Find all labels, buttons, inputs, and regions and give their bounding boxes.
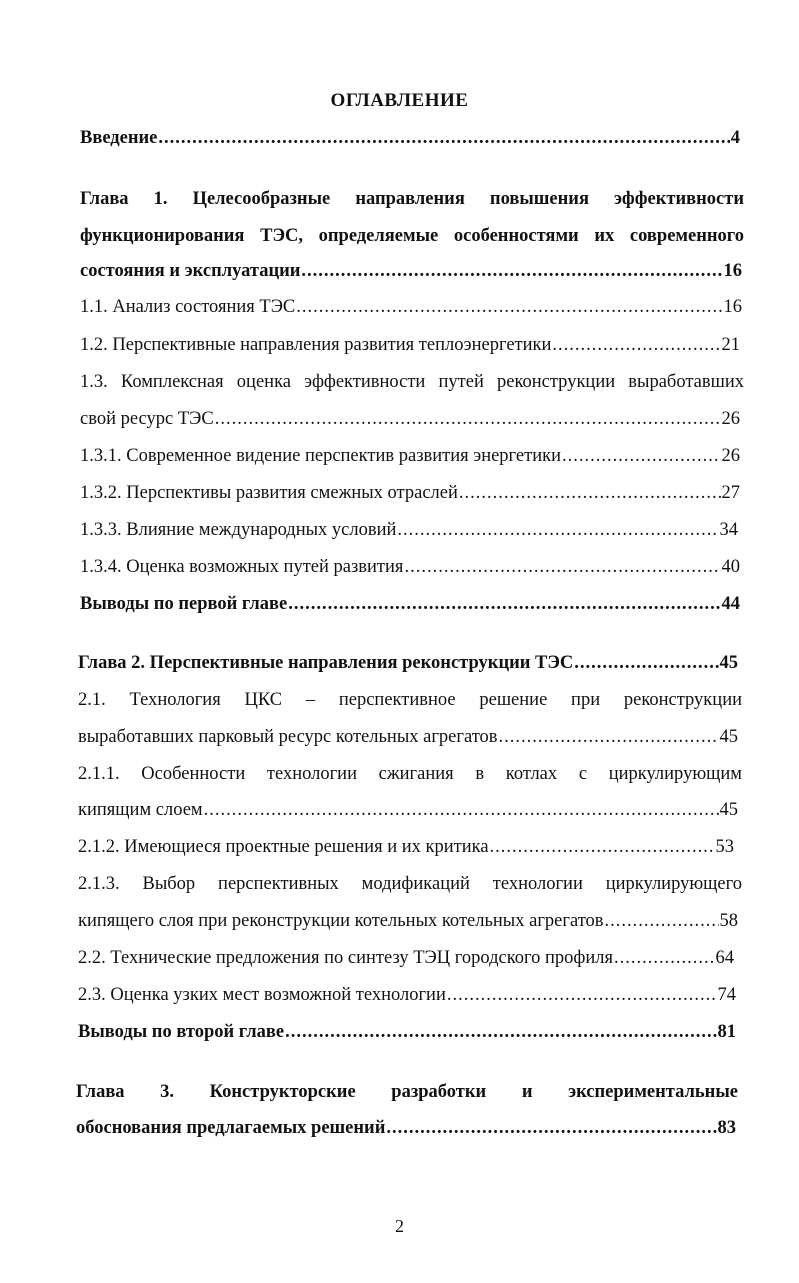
leader-dots [301,259,722,283]
toc-conclusions-2: Выводы по второй главе ..... 81 [78,1020,736,1044]
toc-entry-2-1-3-line1: 2.1.3. Выбор перспективных модификаций технологии циркулирующего [78,874,742,894]
toc-chapter1-line2: функционирования ТЭС, определяемые особенностями их современного [80,226,744,246]
toc-entry-1-3-3: 1.3.3. Влияние международных условий ..... 34 [80,518,738,542]
toc-chapter1-line1: Глава 1. Целесообразные направления повышения эффективности [80,189,744,209]
leader-dots [614,946,714,970]
toc-conclusions-1: Выводы по первой главе ..... 44 [80,592,740,616]
toc-entry-2-1-line1: 2.1. Технология ЦКС – перспективное решение при реконструкции [78,690,742,710]
leader-dots [397,518,718,542]
toc-entry-2-2: 2.2. Технические предложения по синтезу ТЭЦ городского профиля ..... 64 [78,946,734,970]
leader-dots [499,725,719,749]
toc-entry-1-3-line2: свой ресурс ТЭС ..... 26 [80,407,740,431]
leader-dots [204,798,719,822]
leader-dots [386,1116,716,1140]
page-number: 2 [395,1216,404,1236]
leader-dots [296,295,722,319]
toc-entry-1-3-1: 1.3.1. Современное видение перспектив развития энергетики ..... 26 [80,444,740,468]
toc-entry-1-3-2: 1.3.2. Перспективы развития смежных отраслей ..... 27 [80,481,740,505]
toc-entry-2-1-2: 2.1.2. Имеющиеся проектные решения и их критика ..... 53 [78,835,734,859]
leader-dots [215,407,721,431]
leader-dots [562,444,721,468]
toc-entry-2-1-line2: выработавших парковый ресурс котельных агрегатов ..... 45 [78,725,738,749]
toc-entry-2-1-3-line2: кипящего слоя при реконструкции котельных котельных агрегатов ..... 58 [78,909,738,933]
toc-chapter3-line1: Глава 3. Конструкторские разработки и экспериментальные [76,1082,738,1102]
toc-chapter1-line3: состояния и эксплуатации ..... 16 [80,259,742,283]
toc-chapter2: Глава 2. Перспективные направления реконструкции ТЭС ..... 45 [78,651,738,675]
leader-dots [288,592,720,616]
toc-entry-1-3-4: 1.3.4. Оценка возможных путей развития ..... 40 [80,555,740,579]
leader-dots [574,651,718,675]
leader-dots [285,1020,716,1044]
leader-dots [552,333,720,357]
leader-dots [447,983,717,1007]
toc-entry-2-1-1-line2: кипящим слоем ..... 45 [78,798,738,822]
toc-entry-2-3: 2.3. Оценка узких мест возможной технологии ..... 74 [78,983,736,1007]
toc-entry-intro: Введение ..... 4 [80,126,740,150]
leader-dots [158,126,729,150]
toc-entry-1-3-line1: 1.3. Комплексная оценка эффективности путей реконструкции выработавших [80,372,744,392]
page-title: ОГЛАВЛЕНИЕ [330,90,469,111]
toc-entry-2-1-1-line1: 2.1.1. Особенности технологии сжигания в котлах с циркулирующим [78,764,742,784]
leader-dots [490,835,715,859]
leader-dots [605,909,719,933]
toc-entry-1-2: 1.2. Перспективные направления развития теплоэнергетики ..... 21 [80,333,740,357]
toc-chapter3-line2: обоснования предлагаемых решений ..... 83 [76,1116,736,1140]
toc-entry-1-1: 1.1. Анализ состояния ТЭС ..... 16 [80,295,742,319]
leader-dots [459,481,721,505]
leader-dots [404,555,720,579]
